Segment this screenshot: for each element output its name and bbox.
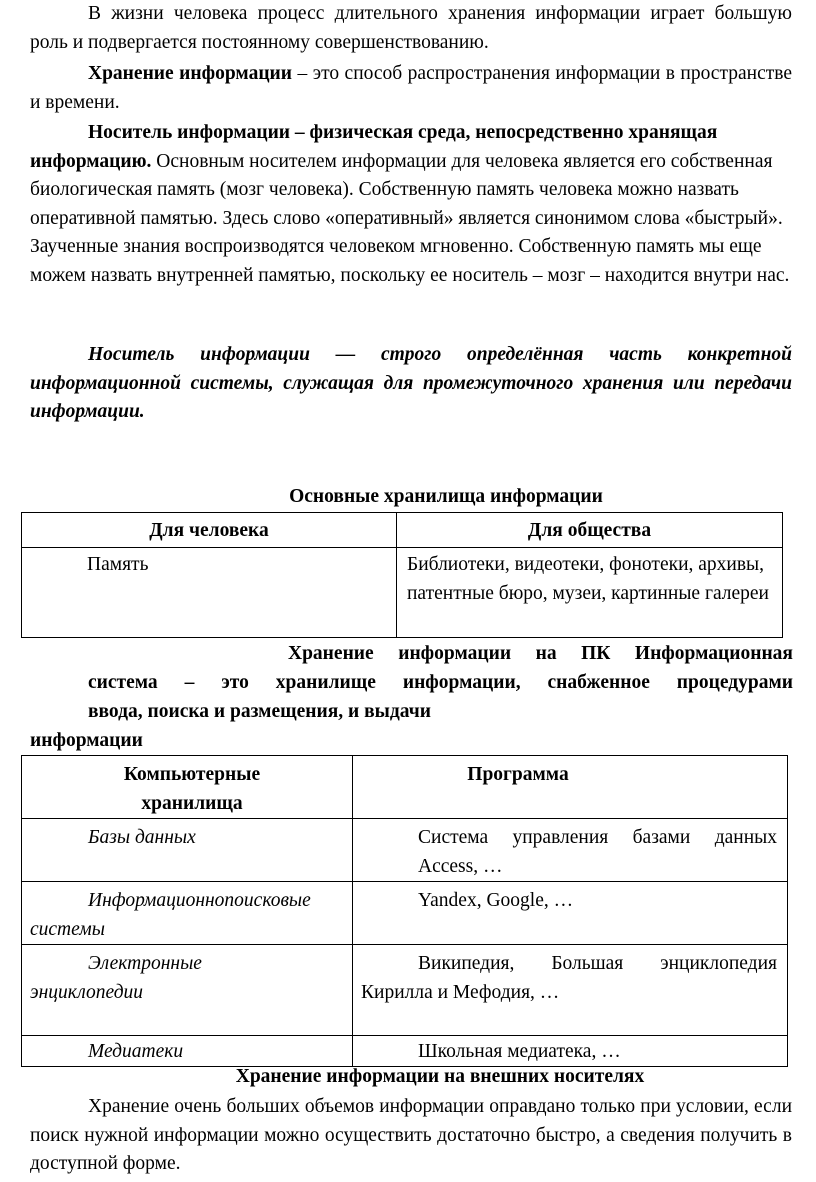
computer-storages-table xyxy=(21,755,788,1067)
section2-heading-line1: Хранение информации на ПК Информационная xyxy=(288,643,793,664)
carrier-system-text: Носитель информации — строго определённая часть конкретной информационной системы, служащая для промежуточного хранения или передачи информации. xyxy=(30,344,792,422)
storage-term: Хранение информации xyxy=(88,63,293,84)
table1-cell-society-storages: Библиотеки, видеотеки, фонотеки, архивы, патентные бюро, музеи, картинные галереи xyxy=(397,548,783,638)
table2-header-storage: Компьютерные хранилища xyxy=(22,756,353,819)
table1-header-society: Для общества xyxy=(397,513,783,548)
storage-definition-text: – это способ распространения информации в пространстве и времени. xyxy=(30,63,792,113)
carrier-definition-text: Основным носителем информации для человека является его собственная биологическая память (мозг человека). Собственную память человека можно назвать оперативной памятью. Здесь слово «оперативный» является синонимом слова «быстрый». Заученные знания воспроизводятся человеком мгновенно. Собственную память мы еще можем назвать внутренней памятью, поскольку ее носитель – мозг – находится внутри нас. xyxy=(30,150,790,286)
table2-program-search: Yandex, Google, … xyxy=(353,882,788,945)
table2-store-search: Информационнопоисковые системы xyxy=(22,882,353,945)
main-storages-table xyxy=(21,512,783,638)
table1-header-person: Для человека xyxy=(22,513,397,548)
section3-heading: Хранение информации на внешних носителях xyxy=(235,1066,645,1087)
section2-heading-line4: информации xyxy=(30,730,143,751)
paragraph-carrier-definition xyxy=(30,119,792,290)
section3-text: Хранение очень больших объемов информации оправдано только при условии, если поиск нужной информации можно осуществить достаточно быстро, а сведения получить в доступной форме. xyxy=(30,1096,792,1174)
section2-heading-line2: система – это хранилище информации, снабженное процедурами xyxy=(88,672,793,693)
table1-title: Основные хранилища информации xyxy=(289,486,603,507)
paragraph-carrier-system xyxy=(30,341,792,427)
paragraph-storage-definition xyxy=(30,60,792,117)
table2-program-databases: Система управления базами данных Access, … xyxy=(353,819,788,882)
carrier-term: Носитель информации – физическая среда, непосредственно хранящая информацию. xyxy=(30,122,718,172)
table2-program-encyclopedias: Википедия, Большая энциклопедия Кирилла и Мефодия, … xyxy=(353,945,788,1036)
table2-store-databases: Базы данных xyxy=(22,819,353,882)
table2-header-program: Программа xyxy=(353,756,788,819)
table2-store-media: Медиатеки xyxy=(22,1036,353,1067)
table2-program-media: Школьная медиатека, … xyxy=(353,1036,788,1067)
table2-store-encyclopedias: Электронные энциклопедии xyxy=(22,945,353,1036)
table1-cell-memory: Память xyxy=(22,548,397,638)
section2-heading-line3: ввода, поиска и размещения, и выдачи xyxy=(88,701,431,722)
paragraph-intro-text: В жизни человека процесс длительного хранения информации играет большую роль и подвергается постоянному совершенствованию. xyxy=(30,3,792,53)
paragraph-intro xyxy=(30,0,792,57)
